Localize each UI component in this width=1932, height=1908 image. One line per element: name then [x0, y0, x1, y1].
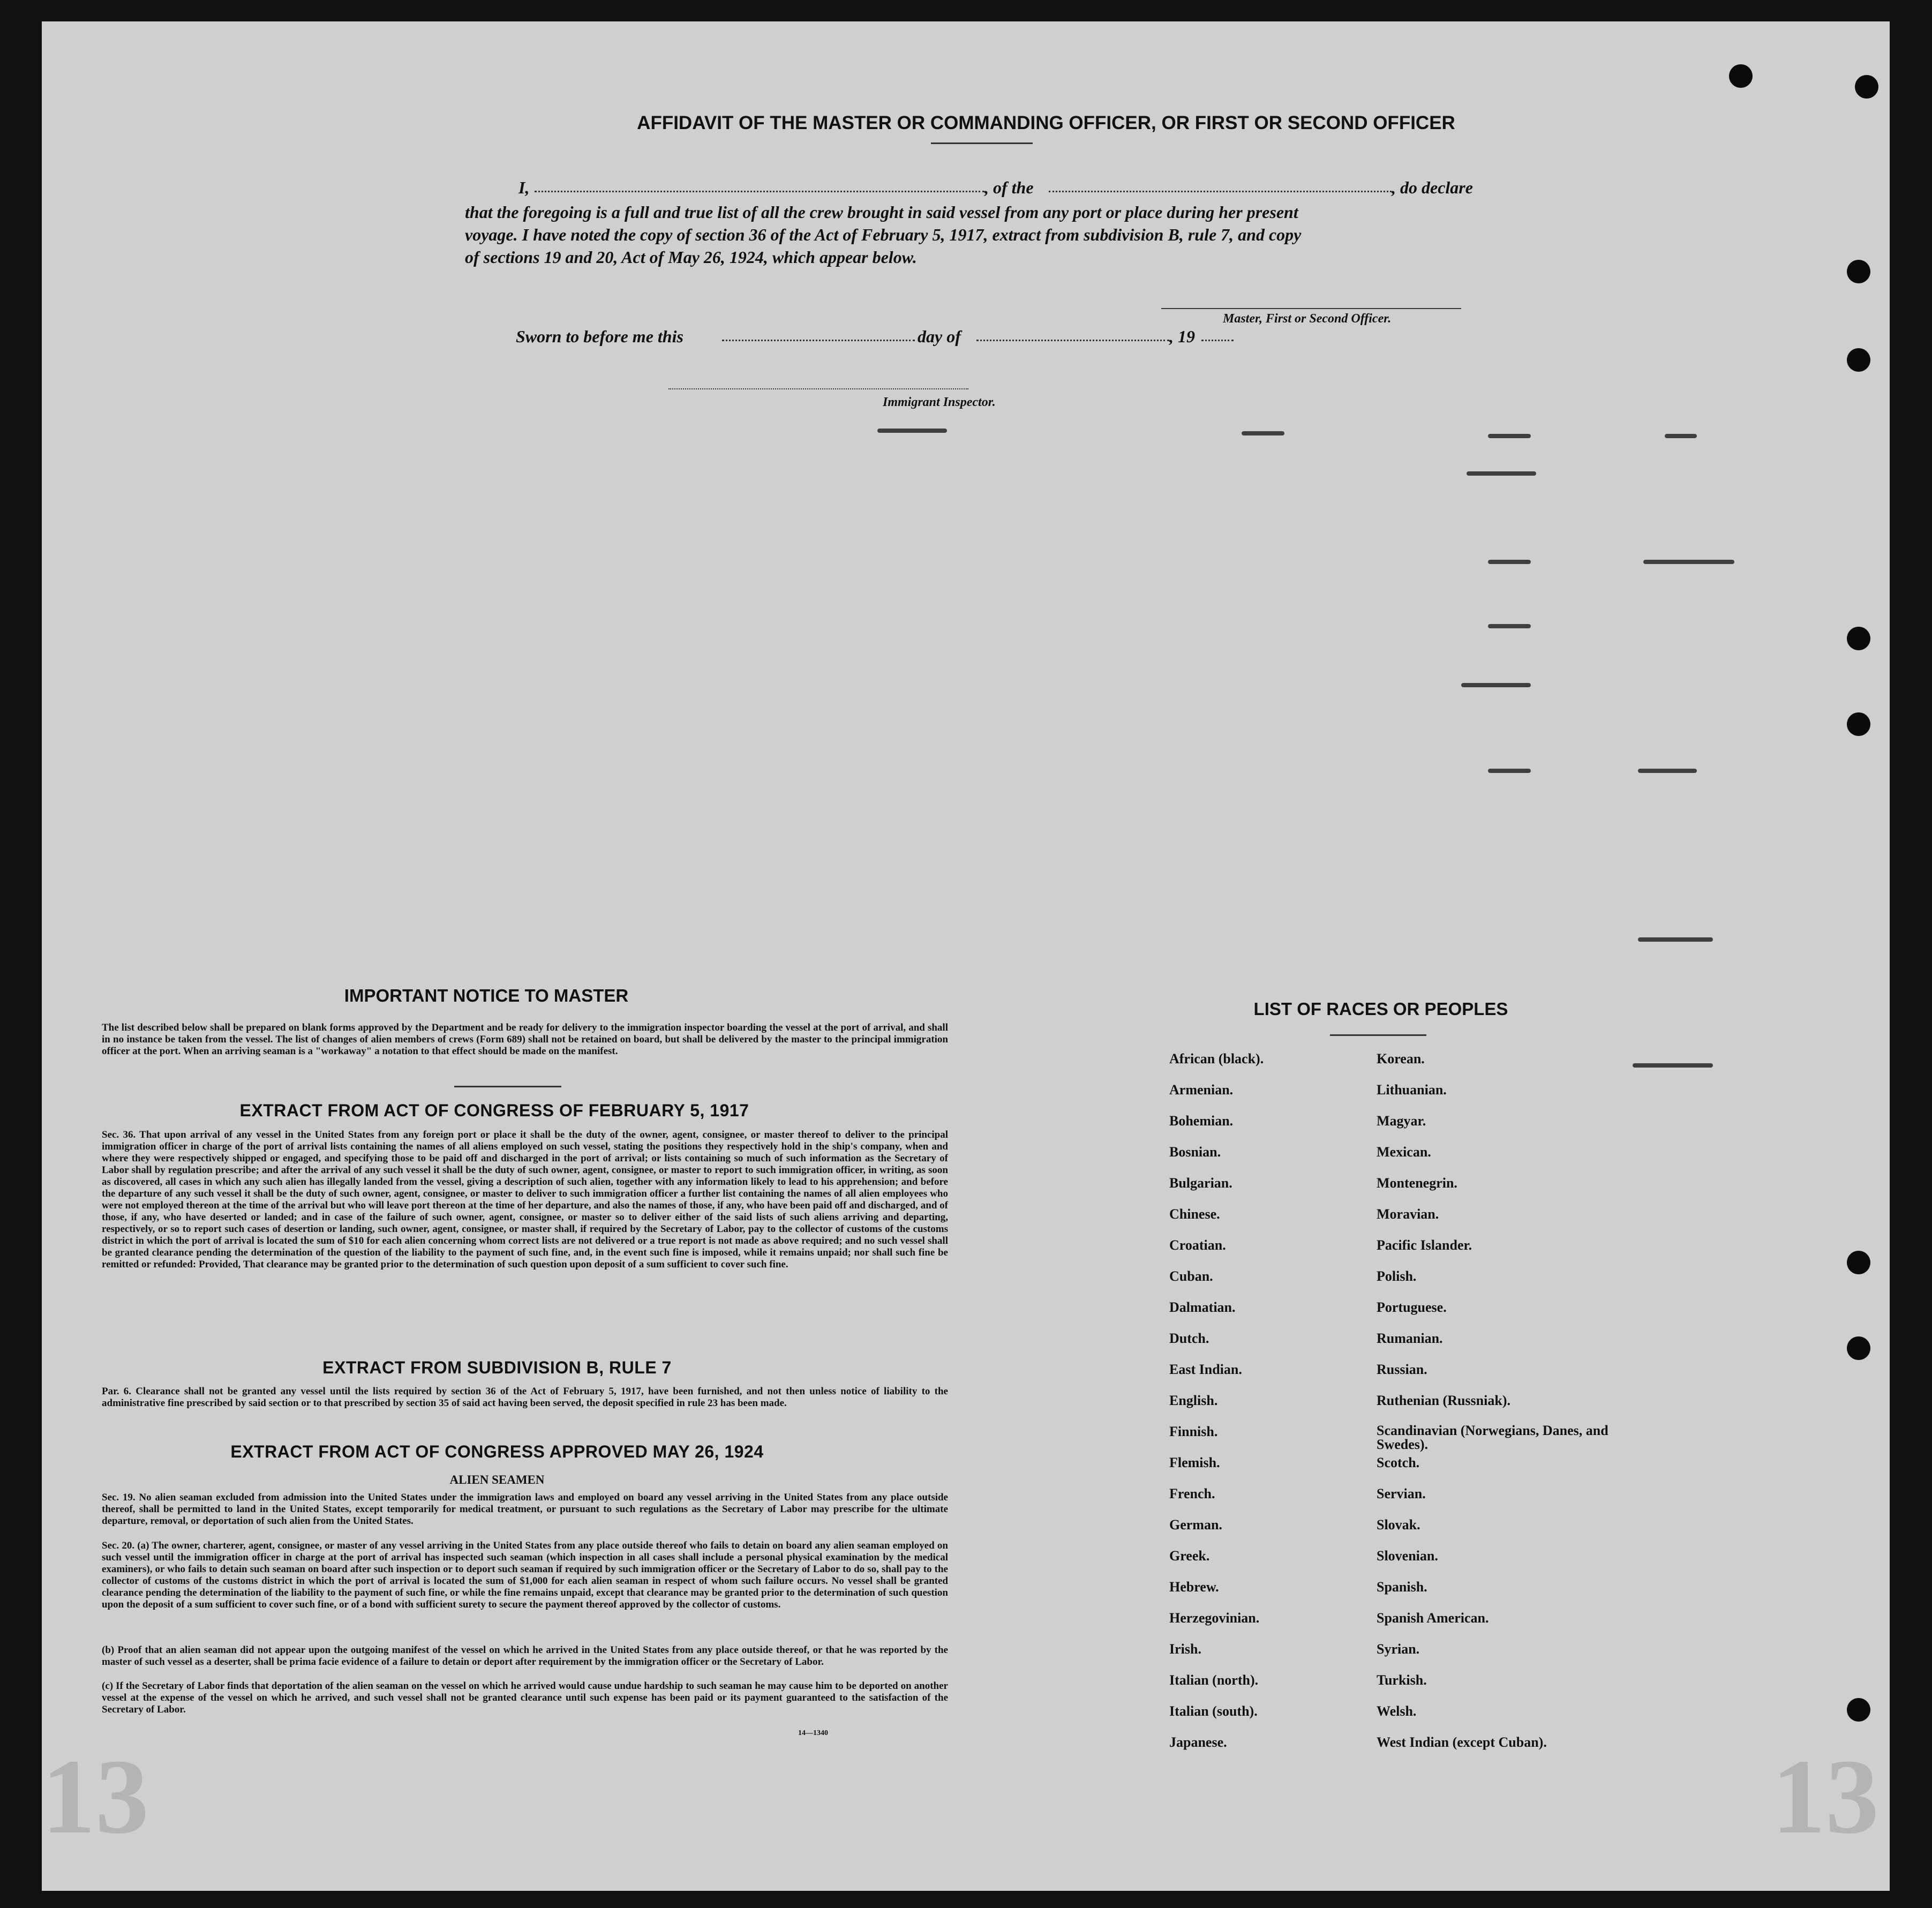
race-item: German.: [1169, 1517, 1222, 1533]
race-item: Croatian.: [1169, 1237, 1226, 1253]
title-underline: [931, 142, 1033, 144]
affidavit-title: AFFIDAVIT OF THE MASTER OR COMMANDING OFFICER, OR FIRST OR SECOND OFFICER: [637, 112, 1455, 133]
race-item: Greek.: [1169, 1548, 1210, 1564]
race-item: Cuban.: [1169, 1268, 1213, 1284]
sworn-day-of: day of: [918, 327, 961, 346]
affidavit-line2: that the foregoing is a full and true list of all the crew brought in said vessel from any port or place during her present: [465, 202, 1298, 222]
bleed-mark: [877, 429, 947, 433]
notice-divider: [454, 1086, 561, 1087]
bleed-mark: [1633, 1063, 1713, 1068]
notice-text: The list described below shall be prepared on blank forms approved by the Department and be ready for delivery to the immigration inspector boarding the vessel at the port of arrival, and shall in no instance be taken from the vessel. The list of changes of alien members of crews (Form 689) shall not be retained on board, but shall be delivered by the master to the principal immigration officer at the port. When an arriving seaman is a "workaway" a notation to that effect should be made on the manifest.: [102, 1022, 948, 1057]
extract-rule7-title: EXTRACT FROM SUBDIVISION B, RULE 7: [322, 1358, 672, 1377]
bleed-mark: [1488, 769, 1531, 773]
sworn-day-blank: [722, 340, 915, 341]
sworn-year: , 19: [1169, 327, 1195, 346]
race-item: Slovak.: [1377, 1517, 1420, 1533]
punch-hole: [1855, 75, 1878, 99]
race-item: Ruthenian (Russniak).: [1377, 1393, 1510, 1408]
bleed-mark: [1638, 769, 1697, 773]
sworn-year-blank: [1201, 340, 1234, 341]
bleed-mark: [1643, 560, 1734, 564]
race-item: Hebrew.: [1169, 1579, 1219, 1595]
races-divider: [1330, 1034, 1426, 1036]
race-item: Mexican.: [1377, 1144, 1431, 1160]
race-item: Turkish.: [1377, 1672, 1427, 1688]
race-item: Slovenian.: [1377, 1548, 1438, 1564]
race-item: Lithuanian.: [1377, 1082, 1447, 1098]
race-item: Welsh.: [1377, 1703, 1417, 1719]
race-item: Spanish.: [1377, 1579, 1427, 1595]
race-item: Finnish.: [1169, 1424, 1218, 1439]
race-item: Scotch.: [1377, 1455, 1420, 1470]
race-item: Armenian.: [1169, 1082, 1234, 1098]
race-item: Irish.: [1169, 1641, 1201, 1657]
race-item: Chinese.: [1169, 1206, 1220, 1222]
race-item: Flemish.: [1169, 1455, 1220, 1470]
bleed-mark: [1467, 471, 1536, 476]
affidavit-line1-i: I,: [518, 178, 530, 197]
punch-hole: [1847, 1251, 1870, 1274]
punch-hole: [1847, 348, 1870, 372]
race-item: Dalmatian.: [1169, 1299, 1236, 1315]
race-item: Dutch.: [1169, 1331, 1209, 1346]
vessel-blank: [1049, 191, 1392, 192]
race-item: Italian (south).: [1169, 1703, 1258, 1719]
bleed-mark: [1461, 683, 1531, 687]
form-number: 14—1340: [798, 1729, 828, 1737]
name-blank: [535, 191, 984, 192]
inspector-label: Immigrant Inspector.: [883, 395, 996, 409]
race-item: Bohemian.: [1169, 1113, 1234, 1129]
race-item: Scandinavian (Norwegians, Danes, and Swedes).: [1377, 1423, 1608, 1452]
race-item: Herzegovinian.: [1169, 1610, 1260, 1626]
races-right-column: [1377, 1051, 1612, 1766]
punch-hole: [1847, 712, 1870, 736]
race-item: Syrian.: [1377, 1641, 1420, 1657]
race-item: Japanese.: [1169, 1734, 1227, 1750]
race-item: Bosnian.: [1169, 1144, 1221, 1160]
race-item: Pacific Islander.: [1377, 1237, 1472, 1253]
sheet-number-right: 13: [1772, 1738, 1879, 1856]
punch-hole: [1847, 1336, 1870, 1360]
punch-hole: [1729, 64, 1753, 88]
notice-title: IMPORTANT NOTICE TO MASTER: [344, 986, 629, 1005]
inspector-signature-line: [668, 388, 968, 389]
race-item: Moravian.: [1377, 1206, 1439, 1222]
race-item: West Indian (except Cuban).: [1377, 1734, 1547, 1750]
bleed-mark: [1665, 434, 1697, 438]
bleed-mark: [1638, 937, 1713, 942]
master-signature-label: Master, First or Second Officer.: [1223, 312, 1392, 326]
race-item: Montenegrin.: [1377, 1175, 1457, 1191]
extract-1917-text: Sec. 36. That upon arrival of any vessel in the United States from any foreign port or place it shall be the duty of the owner, agent, consignee, or master thereof to deliver to the principal immigration officer in charge of the port of arrival lists containing the names of all aliens employed on such vessel, stating the positions they respectively hold in the ship's company, when and where they were respectively shipped or engaged, and specifying those to be paid off and discharged in the port of arrival; or lists containing so much of such information as the Secretary of Labor shall by regulation prescribe; and after the arrival of any such vessel it shall be the duty of such owner, agent, consignee, or master to report to such immigration officer, in writing, as soon as discovered, all cases in which any such alien has illegally landed from the vessel, giving a description of such alien, together with any information likely to lead to his apprehension; and before the departure of any such vessel it shall be the duty of such owner, agent, consignee, or master to deliver to such immigration officer a further list containing the names of all alien employees who were not employed thereon at the time of the arrival but who will leave port thereon at the time of her departure, and also the names of those, if any, who have been paid off and discharged, and of those, if any, who have deserted or landed; and in case of the failure of such owner, agent, consignee, or master so to deliver either of the said lists of such aliens arriving and departing, respectively, or so to report such cases of desertion or landing, such owner, agent, consignee, or master shall, if required by the Secretary of Labor, pay to the collector of customs of the customs district in which the port of arrival is located the sum of $10 for each alien concerning whom correct lists are not delivered or a true report is not made as above required; and no such vessel shall be granted clearance pending the determination of the question of the liability to the payment of such fine, and, in the event such fine is imposed, while it remains unpaid; nor shall such fine be remitted or refunded: Provided, That clearance may be granted prior to the determination of such question upon deposit of a sum sufficient to cover such fine.: [102, 1129, 948, 1270]
affidavit-line1-of-the: , of the: [984, 178, 1034, 197]
race-item: Portuguese.: [1377, 1299, 1447, 1315]
bleed-mark: [1488, 624, 1531, 628]
bleed-mark: [1488, 560, 1531, 564]
extract-1924-sec19: Sec. 19. No alien seaman excluded from admission into the United States under the immigration laws and employed on board any vessel arriving in the United States from any place outside thereof, shall be permitted to land in the United States, except temporarily for medical treatment, or pursuant to such regulations as the Secretary of Labor may prescribe for the ultimate departure, removal, or deportation of such alien from the United States.: [102, 1492, 948, 1527]
race-item: African (black).: [1169, 1051, 1264, 1066]
extract-1917-title: EXTRACT FROM ACT OF CONGRESS OF FEBRUARY 5, 1917: [239, 1101, 749, 1120]
race-item: Italian (north).: [1169, 1672, 1259, 1688]
extract-1924-title: EXTRACT FROM ACT OF CONGRESS APPROVED MAY 26, 1924: [230, 1442, 764, 1461]
document-sheet: [42, 21, 1890, 1891]
sworn-month-blank: [976, 340, 1169, 341]
extract-1924-sec20b: (b) Proof that an alien seaman did not appear upon the outgoing manifest of the vessel on which he arrived in the United States from any place outside thereof, or that he was reported by the master of such vessel as a deserter, shall be prima facie evidence of a failure to detain or deport after requirement by the immigration officer or the Secretary of Labor.: [102, 1644, 948, 1667]
affidavit-line4: of sections 19 and 20, Act of May 26, 1924, which appear below.: [465, 247, 917, 267]
race-item: Bulgarian.: [1169, 1175, 1232, 1191]
sworn-prefix: Sworn to before me this: [516, 327, 683, 346]
punch-hole: [1847, 260, 1870, 283]
race-item: French.: [1169, 1486, 1215, 1501]
sheet-number-left: 13: [42, 1738, 149, 1856]
races-left-column: [1169, 1051, 1362, 1766]
race-item: English.: [1169, 1393, 1218, 1408]
bleed-mark: [1488, 434, 1531, 438]
punch-hole: [1847, 627, 1870, 650]
race-item: Rumanian.: [1377, 1331, 1443, 1346]
extract-1924-sec20c: (c) If the Secretary of Labor finds that deportation of the alien seaman on the vessel on which he arrived would cause undue hardship to such seaman he may cause him to be deported on another vessel at the expense of the vessel on which he arrived, and such vessel shall not be granted clearance until such expense has been paid or its payment guaranteed to the satisfaction of the Secretary of Labor.: [102, 1680, 948, 1715]
race-item: Korean.: [1377, 1051, 1425, 1066]
extract-1924-subtitle: ALIEN SEAMEN: [449, 1473, 545, 1486]
race-item: Polish.: [1377, 1268, 1417, 1284]
bleed-mark: [1242, 431, 1284, 435]
extract-rule7-text: Par. 6. Clearance shall not be granted any vessel until the lists required by section 36 of the Act of February 5, 1917, have been furnished, and not then unless notice of liability to the administrative fine prescribed by said section or to that prescribed by section 35 of said act having been served, the deposit specified in rule 23 has been made.: [102, 1386, 948, 1409]
race-item: Servian.: [1377, 1486, 1426, 1501]
punch-hole: [1847, 1698, 1870, 1722]
extract-1924-sec20a: Sec. 20. (a) The owner, charterer, agent, consignee, or master of any vessel arriving in the United States from any place outside thereof who fails to detain on board any alien seaman employed on such vessel until the immigration officer in charge at the port of arrival has inspected such seaman (which inspection in all cases shall include a personal physical examination by the medical examiners), or who fails to detain such seaman on board after such inspection or to deport such seaman if required by such immigration officer or the Secretary of Labor to do so, shall pay to the collector of customs of the customs district in which the port of arrival is located the sum of $1,000 for each alien seaman in respect of whom such failure occurs. No vessel shall be granted clearance pending the determination of the liability to the payment of such fine, or while the fine remains unpaid, except that clearance may be granted prior to the determination of such question upon the deposit of a sum sufficient to cover such fine, or of a bond with sufficient surety to secure the payment thereof approved by the collector of customs.: [102, 1540, 948, 1610]
race-item: Spanish American.: [1377, 1610, 1489, 1626]
race-item: Magyar.: [1377, 1113, 1426, 1129]
affidavit-line3: voyage. I have noted the copy of section 36 of the Act of February 5, 1917, extract from subdivision B, rule 7, and copy: [465, 225, 1302, 244]
master-signature-line: [1161, 308, 1461, 309]
races-title: LIST OF RACES OR PEOPLES: [1253, 999, 1508, 1019]
race-item: Russian.: [1377, 1362, 1427, 1377]
race-item: East Indian.: [1169, 1362, 1242, 1377]
affidavit-line1-declare: , do declare: [1392, 178, 1473, 197]
